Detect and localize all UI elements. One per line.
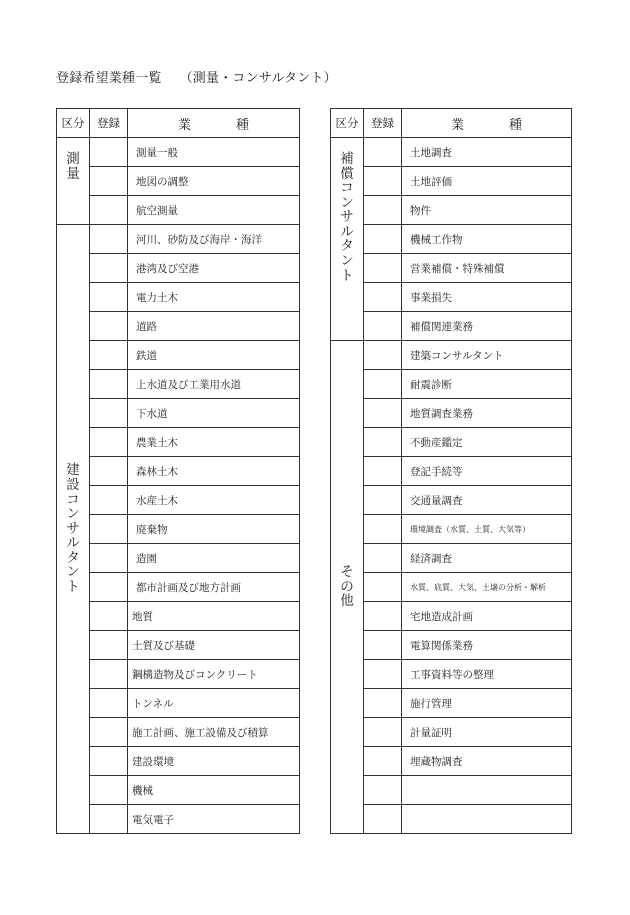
- item-label: 施行管理: [402, 689, 572, 718]
- register-checkbox-cell[interactable]: [90, 660, 128, 689]
- header-row: [331, 109, 572, 138]
- item-label: 事業損失: [402, 283, 572, 312]
- table-row: [331, 254, 572, 283]
- item-label: 土質及び基礎: [128, 631, 300, 660]
- register-checkbox-cell[interactable]: [364, 805, 402, 834]
- item-label: 廃棄物: [128, 515, 300, 544]
- register-checkbox-cell[interactable]: [364, 718, 402, 747]
- category-label: 建設コンサルタント: [66, 462, 80, 596]
- register-checkbox-cell[interactable]: [90, 196, 128, 225]
- table-row: [57, 631, 300, 660]
- item-label: 上水道及び工業用水道: [128, 370, 300, 399]
- register-checkbox-cell[interactable]: [90, 544, 128, 573]
- category-cell: [57, 138, 90, 225]
- table-row: [57, 312, 300, 341]
- item-label: 埋蔵物調査: [402, 747, 572, 776]
- item-label: 登記手続等: [402, 457, 572, 486]
- register-checkbox-cell[interactable]: [90, 689, 128, 718]
- item-label: 建設環境: [128, 747, 300, 776]
- category-cell: [57, 225, 90, 834]
- header-toroku: 登録: [90, 109, 128, 138]
- table-row: [331, 718, 572, 747]
- item-label: 地図の調整: [128, 167, 300, 196]
- item-label: 水質、底質、大気、土壌の分析・解析: [402, 573, 572, 602]
- item-label: 施工計画、施工設備及び積算: [128, 718, 300, 747]
- register-checkbox-cell[interactable]: [364, 254, 402, 283]
- register-checkbox-cell[interactable]: [364, 399, 402, 428]
- table-row: [57, 138, 300, 167]
- register-checkbox-cell[interactable]: [90, 341, 128, 370]
- register-checkbox-cell[interactable]: [364, 167, 402, 196]
- register-checkbox-cell[interactable]: [90, 573, 128, 602]
- table-row: [331, 341, 572, 370]
- table-row: [57, 486, 300, 515]
- item-label: 地質: [128, 602, 300, 631]
- table-row: [331, 196, 572, 225]
- item-label: 物件: [402, 196, 572, 225]
- register-checkbox-cell[interactable]: [90, 718, 128, 747]
- item-label: 工事資料等の整理: [402, 660, 572, 689]
- table-row: [57, 776, 300, 805]
- item-label: [402, 776, 572, 805]
- table-row: [331, 602, 572, 631]
- table-row: [57, 370, 300, 399]
- header-toroku: 登録: [364, 109, 402, 138]
- table-row: [57, 602, 300, 631]
- table-row: [57, 457, 300, 486]
- register-checkbox-cell[interactable]: [364, 660, 402, 689]
- header-kubun: 区分: [57, 109, 90, 138]
- register-checkbox-cell[interactable]: [90, 428, 128, 457]
- table-row: [331, 312, 572, 341]
- register-checkbox-cell[interactable]: [90, 747, 128, 776]
- table-row: [331, 283, 572, 312]
- table-row: [331, 167, 572, 196]
- register-checkbox-cell[interactable]: [364, 312, 402, 341]
- register-checkbox-cell[interactable]: [364, 544, 402, 573]
- item-label: 地質調査業務: [402, 399, 572, 428]
- table-row: [57, 341, 300, 370]
- register-checkbox-cell[interactable]: [90, 515, 128, 544]
- register-checkbox-cell[interactable]: [90, 486, 128, 515]
- right-table-body: [331, 138, 572, 834]
- table-row: [57, 544, 300, 573]
- table-row: [57, 660, 300, 689]
- table-row: [57, 689, 300, 718]
- item-label: 不動産鑑定: [402, 428, 572, 457]
- table-row: [331, 138, 572, 167]
- header-gyoshu: 業 種: [128, 109, 300, 138]
- register-checkbox-cell[interactable]: [90, 805, 128, 834]
- table-row: [331, 631, 572, 660]
- item-label: 測量一般: [128, 138, 300, 167]
- register-checkbox-cell[interactable]: [364, 602, 402, 631]
- category-label: 測量: [66, 151, 80, 182]
- register-checkbox-cell[interactable]: [364, 776, 402, 805]
- table-row: [57, 428, 300, 457]
- table-row: [57, 283, 300, 312]
- register-checkbox-cell[interactable]: [364, 515, 402, 544]
- right-table: [330, 108, 572, 834]
- item-label: 機械: [128, 776, 300, 805]
- table-row: [57, 747, 300, 776]
- table-row: [57, 254, 300, 283]
- register-checkbox-cell[interactable]: [364, 196, 402, 225]
- table-row: [57, 399, 300, 428]
- register-checkbox-cell[interactable]: [364, 370, 402, 399]
- item-label: 土地評価: [402, 167, 572, 196]
- item-label: 耐震診断: [402, 370, 572, 399]
- title-sub: （測量・コンサルタント）: [179, 71, 337, 86]
- table-row: [331, 515, 572, 544]
- item-label: 道路: [128, 312, 300, 341]
- table-row: [57, 167, 300, 196]
- register-checkbox-cell[interactable]: [90, 312, 128, 341]
- header-row: [57, 109, 300, 138]
- table-row: [57, 718, 300, 747]
- register-checkbox-cell[interactable]: [90, 283, 128, 312]
- item-label: 経済調査: [402, 544, 572, 573]
- item-label: 環境調査（水質、土質、大気等）: [402, 515, 572, 544]
- register-checkbox-cell[interactable]: [364, 138, 402, 167]
- register-checkbox-cell[interactable]: [364, 631, 402, 660]
- item-label: 農業土木: [128, 428, 300, 457]
- register-checkbox-cell[interactable]: [90, 399, 128, 428]
- page-title: [56, 67, 337, 86]
- category-label: その他: [340, 564, 354, 610]
- table-row: [57, 196, 300, 225]
- table-row: [331, 776, 572, 805]
- category-cell: [331, 138, 364, 341]
- register-checkbox-cell[interactable]: [364, 341, 402, 370]
- table-row: [57, 515, 300, 544]
- register-checkbox-cell[interactable]: [90, 138, 128, 167]
- table-row: [331, 573, 572, 602]
- item-label: 宅地造成計画: [402, 602, 572, 631]
- register-checkbox-cell[interactable]: [364, 689, 402, 718]
- table-row: [57, 805, 300, 834]
- item-label: 森林土木: [128, 457, 300, 486]
- left-table: [56, 108, 300, 834]
- table-row: [331, 747, 572, 776]
- item-label: 電算関係業務: [402, 631, 572, 660]
- table-row: [331, 457, 572, 486]
- table-row: [331, 370, 572, 399]
- category-label: 補償コンサルタント: [340, 151, 354, 284]
- table-row: [331, 544, 572, 573]
- table-row: [331, 689, 572, 718]
- register-checkbox-cell[interactable]: [364, 457, 402, 486]
- table-row: [331, 660, 572, 689]
- register-checkbox-cell[interactable]: [90, 225, 128, 254]
- register-checkbox-cell[interactable]: [90, 631, 128, 660]
- item-label: 営業補償・特殊補償: [402, 254, 572, 283]
- item-label: 計量証明: [402, 718, 572, 747]
- table-row: [331, 428, 572, 457]
- table-row: [331, 399, 572, 428]
- register-checkbox-cell[interactable]: [364, 428, 402, 457]
- item-label: 都市計画及び地方計画: [128, 573, 300, 602]
- register-checkbox-cell[interactable]: [90, 254, 128, 283]
- item-label: 下水道: [128, 399, 300, 428]
- register-checkbox-cell[interactable]: [90, 370, 128, 399]
- category-cell: [331, 341, 364, 834]
- item-label: 造園: [128, 544, 300, 573]
- item-label: 港湾及び空港: [128, 254, 300, 283]
- item-label: 建築コンサルタント: [402, 341, 572, 370]
- left-table-body: [57, 138, 300, 834]
- item-label: 電気電子: [128, 805, 300, 834]
- item-label: 補償関連業務: [402, 312, 572, 341]
- register-checkbox-cell[interactable]: [364, 486, 402, 515]
- register-checkbox-cell[interactable]: [90, 602, 128, 631]
- table-row: [57, 573, 300, 602]
- item-label: 鋼構造物及びコンクリート: [128, 660, 300, 689]
- item-label: 交通量調査: [402, 486, 572, 515]
- item-label: 水産土木: [128, 486, 300, 515]
- item-label: 航空測量: [128, 196, 300, 225]
- table-row: [331, 805, 572, 834]
- item-label: 鉄道: [128, 341, 300, 370]
- header-gyoshu: 業 種: [402, 109, 572, 138]
- register-checkbox-cell[interactable]: [364, 747, 402, 776]
- register-checkbox-cell[interactable]: [364, 225, 402, 254]
- item-label: [402, 805, 572, 834]
- item-label: 土地調査: [402, 138, 572, 167]
- item-label: トンネル: [128, 689, 300, 718]
- register-checkbox-cell[interactable]: [364, 573, 402, 602]
- register-checkbox-cell[interactable]: [90, 457, 128, 486]
- table-row: [331, 486, 572, 515]
- table-row: [331, 225, 572, 254]
- register-checkbox-cell[interactable]: [90, 776, 128, 805]
- register-checkbox-cell[interactable]: [364, 283, 402, 312]
- item-label: 機械工作物: [402, 225, 572, 254]
- header-kubun: 区分: [331, 109, 364, 138]
- table-row: [57, 225, 300, 254]
- item-label: 電力土木: [128, 283, 300, 312]
- title-main: 登録希望業種一覧: [56, 71, 162, 86]
- item-label: 河川、砂防及び海岸・海洋: [128, 225, 300, 254]
- register-checkbox-cell[interactable]: [90, 167, 128, 196]
